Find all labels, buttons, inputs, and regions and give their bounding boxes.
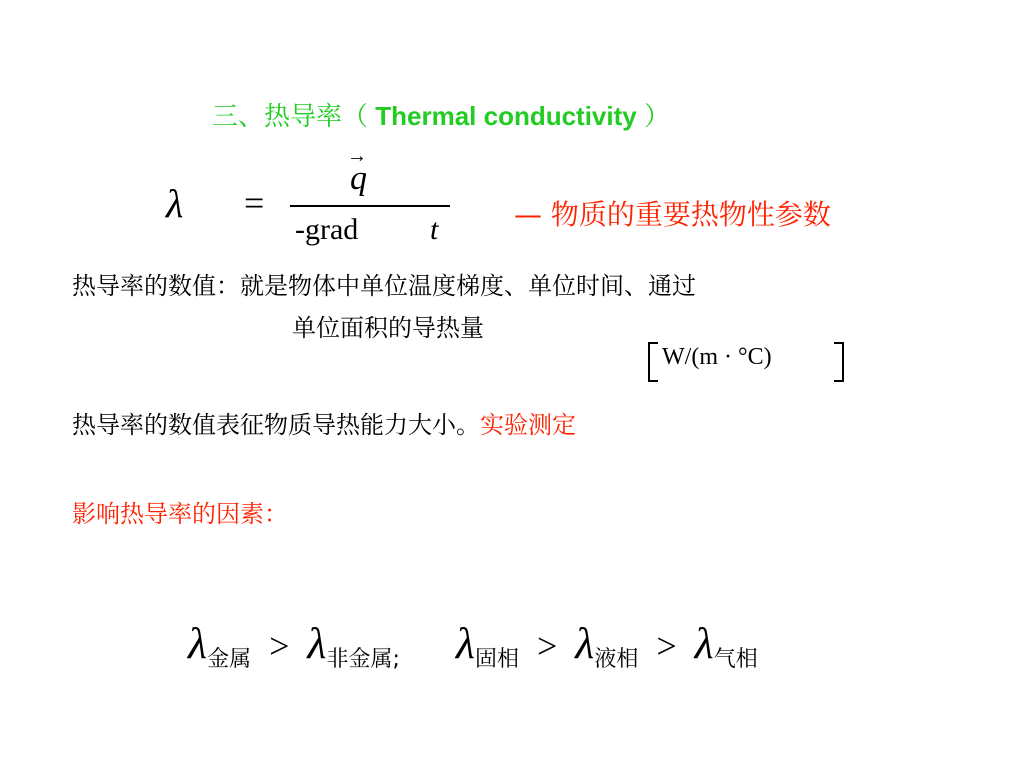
sub-liquid: 液相 xyxy=(594,647,639,672)
title-english: Thermal conductivity xyxy=(368,101,644,131)
formula-denominator: -grad xyxy=(295,213,359,246)
gt-3: > xyxy=(656,626,677,666)
lambda-liquid: λ xyxy=(575,619,595,668)
statement xyxy=(72,405,576,440)
formula-denominator-var: t xyxy=(430,213,439,246)
lambda-gas: λ xyxy=(694,619,714,668)
sub-metal: 金属 xyxy=(207,647,252,672)
vector-arrow: → xyxy=(347,145,367,167)
right-bracket xyxy=(834,342,844,382)
comparison-formula xyxy=(188,618,758,672)
formula-note: — 物质的重要热物性参数 xyxy=(514,198,831,231)
unit-bracket xyxy=(648,342,844,380)
title-prefix: 三、热导率（ xyxy=(212,102,369,132)
statement-text: 热导率的数值表征物质导热能力大小。 xyxy=(72,411,480,439)
formula-equals: = xyxy=(244,183,265,223)
gt-2: > xyxy=(536,626,558,666)
definition-line-2: 单位面积的导热量 xyxy=(292,314,484,342)
unit-text: W/(m · °C) xyxy=(662,344,772,370)
definition-line-1: 热导率的数值：就是物体中单位温度梯度、单位时间、通过 xyxy=(72,272,696,300)
sub-gas: 气相 xyxy=(713,647,758,672)
slide-title xyxy=(212,96,670,133)
fraction-bar xyxy=(290,205,450,207)
gt-1: > xyxy=(269,626,290,666)
title-suffix: ） xyxy=(643,102,670,132)
left-bracket xyxy=(648,342,658,382)
sub-solid: 固相 xyxy=(474,647,519,672)
sub-nonmetal: 非金属; xyxy=(326,647,400,672)
formula-lambda: λ xyxy=(166,181,184,226)
lambda-metal: λ xyxy=(188,619,208,668)
statement-highlight: 实验测定 xyxy=(480,411,576,439)
formula-numerator: q xyxy=(350,160,367,197)
lambda-solid: λ xyxy=(455,619,475,668)
lambda-nonmetal: λ xyxy=(307,619,327,668)
factors-heading: 影响热导率的因素： xyxy=(72,500,288,528)
